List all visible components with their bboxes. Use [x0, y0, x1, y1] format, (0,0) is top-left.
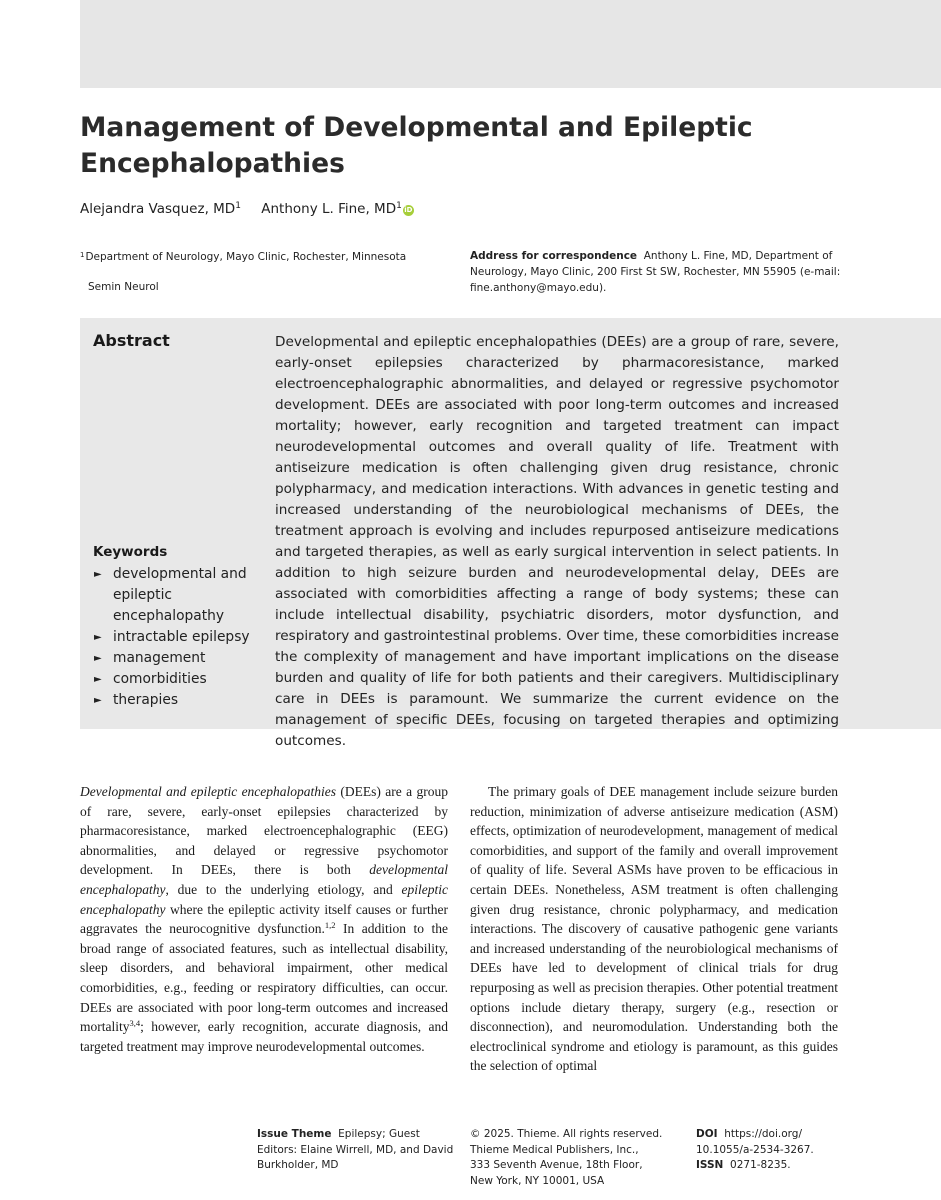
keyword-text: developmental and epileptic encephalopathy — [113, 566, 247, 624]
keyword-text: management — [113, 650, 206, 666]
author-2-affil-sup: 1 — [396, 201, 402, 211]
affiliation-text: Department of Neurology, Mayo Clinic, Rochester, Minnesota — [85, 251, 407, 263]
article-title: Management of Developmental and Epileptic Encephalopathies — [80, 112, 753, 179]
keyword-item — [93, 648, 263, 669]
arrow-bullet-icon: ► — [94, 674, 102, 685]
footer-copyright — [470, 1127, 680, 1189]
keyword-item — [93, 564, 263, 627]
author-2-name: Anthony L. Fine, MD — [261, 201, 397, 217]
doi-line — [696, 1127, 846, 1143]
footer-identifiers — [696, 1127, 846, 1174]
keyword-text: intractable epilepsy — [113, 629, 250, 645]
body-italic-term: Developmental and epileptic encephalopathies — [80, 784, 337, 799]
affiliation-sup: 1 — [80, 251, 85, 259]
copyright-line: New York, NY 10001, USA — [470, 1174, 605, 1187]
body-text: In addition to the broad range of associated features, such as intellectual disability, sleep disorders, and behavioral impairment, other medical comorbidities, e.g., feeding or respiratory difficulties, can occur. DEEs are associated with poor long-term outcomes and increased mortality — [80, 921, 448, 1035]
copyright-line: Thieme Medical Publishers, Inc., — [470, 1143, 639, 1156]
arrow-bullet-icon: ► — [94, 569, 102, 580]
abstract-text: Developmental and epileptic encephalopathies (DEEs) are a group of rare, severe, early-onset epilepsies characterized by pharmacoresistance, marked electroencephalographic abnormalities, and delayed or regressive psychomotor development. DEEs are associated with poor long-term outcomes and increased mortality; however, early recognition and targeted treatment can impact neurodevelopmental outcomes and overall quality of life. Treatment with antiseizure medication is often challenging given drug resistance, chronic polypharmacy, and medication interactions. With advances in genetic testing and increased understanding of the neurobiological mechanisms of DEEs, the treatment approach is evolving and includes repurposed antiseizure medications and targeted therapies, as well as early surgical intervention in select patients. In addition to high seizure burden and neurodevelopmental delay, DEEs are associated with comorbidities affecting a range of body systems; these can include intellectual disability, psychiatric disorders, motor dysfunction, and respiratory and gastrointestinal problems. Over time, these comorbidities increase the complexity of management and have important implications on the disease burden and quality of life for both patients and their caregivers. Multidisciplinary care in DEEs is paramount. We summarize the current evidence on the management of specific DEEs, focusing on targeted therapies and optimizing outcomes. — [275, 334, 839, 749]
keyword-item — [93, 669, 263, 690]
author-1-affil-sup: 1 — [235, 201, 241, 211]
copyright-line: © 2025. Thieme. All rights reserved. — [470, 1128, 663, 1140]
citation-sup[interactable]: 1,2 — [324, 920, 336, 931]
body-text: , due to the underlying etiology, and — [165, 881, 402, 897]
issn-label: ISSN — [696, 1159, 724, 1171]
issue-theme-label: Issue Theme — [257, 1128, 332, 1140]
copyright-line: 333 Seventh Avenue, 18th Floor, — [470, 1159, 643, 1171]
keyword-text: therapies — [113, 692, 179, 708]
citation-sup[interactable]: 3,4 — [129, 1018, 141, 1029]
body-text: (DEEs) are a group of rare, severe, early-onset epilepsies characterized by pharmacoresistance, marked electroencephalographic (EEG) abnormalities, and delayed or regressive psychomotor development. In DEEs, there is both — [80, 784, 448, 878]
arrow-bullet-icon: ► — [94, 632, 102, 643]
issn-line — [696, 1158, 846, 1174]
issue-theme-text: Epilepsy; Guest Editors: Elaine Wirrell, MD, and David Burkholder, MD — [257, 1128, 454, 1171]
body-text: ; however, early recognition, accurate diagnosis, and targeted treatment may improve neurodevelopmental outcomes. — [80, 1019, 448, 1054]
author-1-name: Alejandra Vasquez, MD — [80, 201, 236, 217]
journal-name: Semin Neurol — [88, 281, 159, 293]
doi-link[interactable]: https://doi.org/ — [724, 1128, 802, 1140]
body-column-left — [80, 782, 448, 1056]
author-1 — [80, 201, 241, 217]
orcid-icon[interactable]: iD — [404, 206, 413, 214]
author-list — [80, 201, 414, 217]
keyword-item — [93, 690, 263, 711]
keyword-text: comorbidities — [113, 671, 207, 687]
doi-link-cont[interactable]: 10.1055/a-2534-3267. — [696, 1143, 814, 1156]
correspondence-text: Anthony L. Fine, MD, Department of Neurology, Mayo Clinic, 200 First St SW, Rochester, MN 55905 (e-mail: fine.anthony@mayo.edu). — [470, 250, 841, 294]
issn-value: 0271-8235. — [730, 1159, 791, 1171]
affiliation — [80, 247, 406, 265]
body-italic-term: epileptic encephalopathy — [80, 881, 448, 917]
header-banner — [80, 0, 941, 88]
body-text: where the epileptic activity itself causes or further aggravates the neurocognitive dysfunction. — [80, 901, 448, 937]
footer-issue-theme — [257, 1127, 457, 1174]
correspondence-label: Address for correspondence — [470, 250, 638, 262]
author-2 — [261, 201, 414, 217]
doi-label: DOI — [696, 1128, 718, 1140]
arrow-bullet-icon: ► — [94, 653, 102, 664]
abstract-label: Abstract — [93, 331, 170, 350]
keywords-list — [93, 564, 263, 711]
body-column-right: The primary goals of DEE management include seizure burden reduction, minimization of adverse antiseizure medication (ASM) effects, optimization of neurodevelopment, management of medical comorbidities, and support of the family and overall improvement of quality of life. Several ASMs have proven to be efficacious in certain DEEs. Nonetheless, ASM treatment is often challenging given drug resistance, chronic polypharmacy, and medication interactions. The discovery of causative pathogenic gene variants and increased understanding of the neurobiological mechanisms of DEEs have led to development of clinical trials for drug repurposing as well as precision therapies. Other potential treatment options include dietary therapy, surgery (e.g., resection or disconnection), and neuromodulation. Understanding both the electroclinical syndrome and etiology is paramount, as this guides the selection of optimal — [470, 784, 838, 1074]
arrow-bullet-icon: ► — [94, 695, 102, 706]
correspondence — [470, 248, 870, 296]
keywords-label: Keywords — [93, 544, 168, 560]
body-italic-term: developmental encephalopathy — [80, 862, 448, 897]
keyword-item — [93, 627, 263, 648]
